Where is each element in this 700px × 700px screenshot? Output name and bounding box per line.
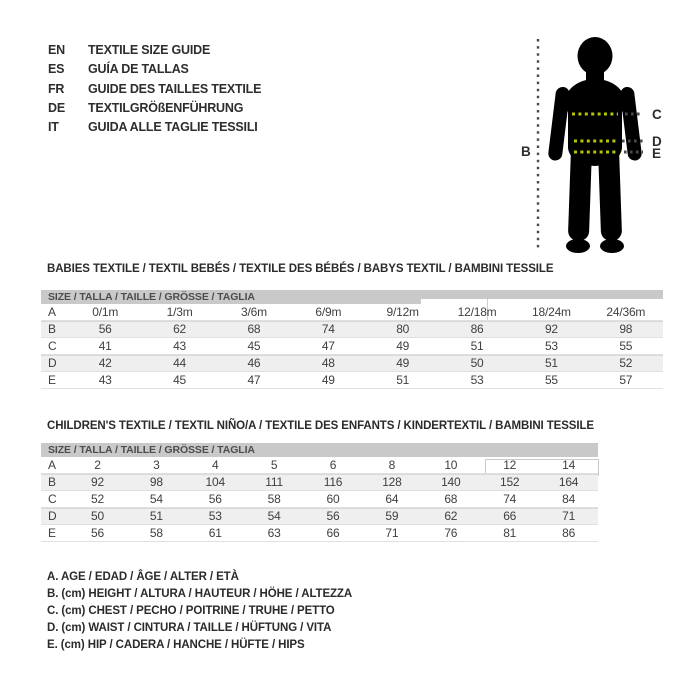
table-cell: 43 — [98, 373, 112, 387]
language-code: FR — [48, 81, 65, 96]
table-cell: 152 — [499, 475, 520, 489]
table-cell: 54 — [267, 509, 281, 523]
language-title: GUÍA DE TALLAS — [88, 62, 189, 77]
table-cell: 54 — [149, 492, 163, 506]
table-cell: 57 — [619, 373, 633, 387]
table-cell: 51 — [544, 356, 558, 370]
table-cell: 164 — [558, 475, 579, 489]
legend-line-hip: E. (cm) HIP / CADERA / HANCHE / HÜFTE / HIPS — [47, 639, 305, 651]
table-cell: 51 — [149, 509, 163, 523]
size-table-row-e — [41, 525, 598, 542]
row-label: D — [48, 509, 57, 523]
children-section-title: CHILDREN'S TEXTILE / TEXTIL NIÑO/A / TEXTILE DES ENFANTS / KINDERTEXTIL / BAMBINI TESSILE — [47, 420, 594, 432]
table-cell: 104 — [205, 475, 225, 489]
row-label: E — [48, 373, 56, 387]
table-cell: 60 — [326, 492, 340, 506]
table-cell: 59 — [385, 509, 399, 523]
language-title: GUIDA ALLE TAGLIE TESSILI — [88, 120, 258, 135]
table-cell: 49 — [321, 373, 335, 387]
table-cell: 8 — [388, 458, 396, 472]
table-cell: 44 — [173, 356, 187, 370]
language-item-es — [48, 60, 261, 79]
table-cell: 56 — [98, 322, 112, 336]
table-cell: 51 — [470, 339, 484, 353]
silhouette-shape — [548, 37, 643, 253]
table-cell: 6 — [329, 458, 337, 472]
table-cell: 47 — [247, 373, 261, 387]
table-cell: 58 — [149, 526, 163, 540]
row-label: D — [48, 356, 57, 370]
table-cell: 12 — [503, 458, 517, 472]
table-cell: 66 — [326, 526, 340, 540]
size-table-header: SIZE / TALLA / TAILLE / GRÖSSE / TAGLIA — [41, 290, 663, 304]
table-cell: 53 — [208, 509, 222, 523]
row-label: C — [48, 492, 57, 506]
legend-line-age: A. AGE / EDAD / ÂGE / ALTER / ETÀ — [47, 571, 239, 583]
table-cell: 10 — [444, 458, 458, 472]
table-cell: 61 — [208, 526, 222, 540]
language-item-en — [48, 41, 261, 60]
size-table-row-d — [41, 508, 598, 525]
table-cell: 68 — [444, 492, 458, 506]
table-cell: 4 — [211, 458, 219, 472]
table-cell: 53 — [544, 339, 558, 353]
table-cell: 68 — [247, 322, 261, 336]
table-cell: 71 — [385, 526, 399, 540]
table-cell: 48 — [321, 356, 335, 370]
waist-label: D — [652, 134, 662, 149]
table-cell: 52 — [619, 356, 633, 370]
language-code: EN — [48, 43, 65, 57]
table-cell: 66 — [503, 509, 517, 523]
table-cell: 71 — [562, 509, 576, 523]
table-cell: 74 — [503, 492, 517, 506]
row-label: B — [48, 475, 56, 489]
size-table-header: SIZE / TALLA / TAILLE / GRÖSSE / TAGLIA — [41, 443, 598, 457]
size-table-row-c — [41, 491, 598, 508]
language-list — [48, 41, 261, 137]
table-cell: 50 — [90, 509, 104, 523]
chest-label: C — [652, 107, 662, 122]
language-code: ES — [48, 62, 65, 77]
hip-label: E — [652, 146, 662, 161]
table-cell: 45 — [247, 339, 261, 353]
child-silhouette-icon — [510, 28, 680, 260]
table-cell: 128 — [382, 475, 402, 489]
table-cell: 45 — [173, 373, 187, 387]
legend-line-waist: D. (cm) WAIST / CINTURA / TAILLE / HÜFTUNG / VITA — [47, 622, 332, 634]
size-table-row-a — [41, 457, 598, 474]
table-cell: 0/1m — [92, 305, 119, 319]
table-cell: 5 — [270, 458, 278, 472]
children-size-table — [41, 443, 598, 542]
table-cell: 74 — [321, 322, 335, 336]
size-table-row-c — [41, 338, 663, 355]
measurement-figure — [510, 28, 680, 260]
table-cell: 56 — [90, 526, 104, 540]
table-cell: 52 — [90, 492, 104, 506]
table-cell: 47 — [321, 339, 335, 353]
table-cell: 43 — [173, 339, 187, 353]
table-cell: 56 — [326, 509, 340, 523]
table-cell: 53 — [470, 373, 484, 387]
table-cell: 9/12m — [386, 305, 419, 319]
row-label: E — [48, 526, 56, 540]
table-cell: 49 — [396, 339, 410, 353]
language-code: IT — [48, 120, 59, 135]
row-label: B — [48, 322, 56, 336]
language-title: TEXTILGRÖßENFÜHRUNG — [88, 100, 244, 115]
table-cell: 86 — [562, 526, 576, 540]
size-table-row-b — [41, 321, 663, 338]
table-cell: 56 — [208, 492, 222, 506]
table-cell: 92 — [544, 322, 558, 336]
table-cell: 49 — [396, 356, 410, 370]
table-cell: 14 — [562, 458, 576, 472]
legend-line-chest: C. (cm) CHEST / PECHO / POITRINE / TRUHE / PETTO — [47, 605, 335, 617]
row-label: C — [48, 339, 57, 353]
table-cell: 55 — [619, 339, 633, 353]
table-cell: 62 — [444, 509, 458, 523]
babies-section-title: BABIES TEXTILE / TEXTIL BEBÉS / TEXTILE DES BÉBÉS / BABYS TEXTIL / BAMBINI TESSILE — [47, 263, 554, 275]
height-label: B — [521, 144, 531, 159]
table-cell: 64 — [385, 492, 399, 506]
table-cell: 58 — [267, 492, 281, 506]
table-cell: 3/6m — [240, 305, 267, 319]
table-cell: 24/36m — [606, 305, 646, 319]
size-table-row-a — [41, 304, 663, 321]
language-item-fr — [48, 80, 261, 99]
measurement-legend — [47, 569, 352, 654]
table-cell: 1/3m — [166, 305, 193, 319]
babies-table-rows — [41, 304, 663, 389]
table-cell: 98 — [149, 475, 163, 489]
babies-size-table — [41, 290, 663, 389]
table-cell: 46 — [247, 356, 261, 370]
table-cell: 55 — [544, 373, 558, 387]
language-title: GUIDE DES TAILLES TEXTILE — [88, 81, 262, 96]
table-cell: 80 — [396, 322, 410, 336]
table-cell: 12/18m — [457, 305, 497, 319]
language-item-it — [48, 118, 261, 137]
table-cell: 84 — [562, 492, 576, 506]
size-table-row-d — [41, 355, 663, 372]
table-cell: 76 — [444, 526, 458, 540]
table-cell: 111 — [265, 475, 283, 489]
table-cell: 18/24m — [532, 305, 571, 319]
table-cell: 62 — [173, 322, 187, 336]
table-cell: 140 — [441, 475, 461, 489]
table-cell: 41 — [98, 339, 112, 353]
table-cell: 6/9m — [315, 305, 342, 319]
legend-line-height: B. (cm) HEIGHT / ALTURA / HAUTEUR / HÖHE / ALTEZZA — [47, 588, 353, 600]
row-label: A — [48, 458, 56, 472]
table-cell: 51 — [396, 373, 410, 387]
table-cell: 98 — [619, 322, 633, 336]
language-code: DE — [48, 100, 65, 115]
table-cell: 63 — [267, 526, 281, 540]
language-item-de — [48, 99, 261, 118]
row-label: A — [48, 305, 56, 319]
table-cell: 50 — [470, 356, 484, 370]
language-title: TEXTILE SIZE GUIDE — [88, 43, 211, 57]
table-cell: 81 — [503, 526, 517, 540]
size-table-row-b — [41, 474, 598, 491]
table-cell: 42 — [98, 356, 112, 370]
table-cell: 86 — [470, 322, 484, 336]
children-table-rows — [41, 457, 598, 542]
table-cell: 3 — [153, 458, 160, 472]
table-cell: 2 — [94, 458, 101, 472]
size-table-row-e — [41, 372, 663, 389]
table-cell: 92 — [90, 475, 104, 489]
table-cell: 116 — [323, 475, 343, 489]
